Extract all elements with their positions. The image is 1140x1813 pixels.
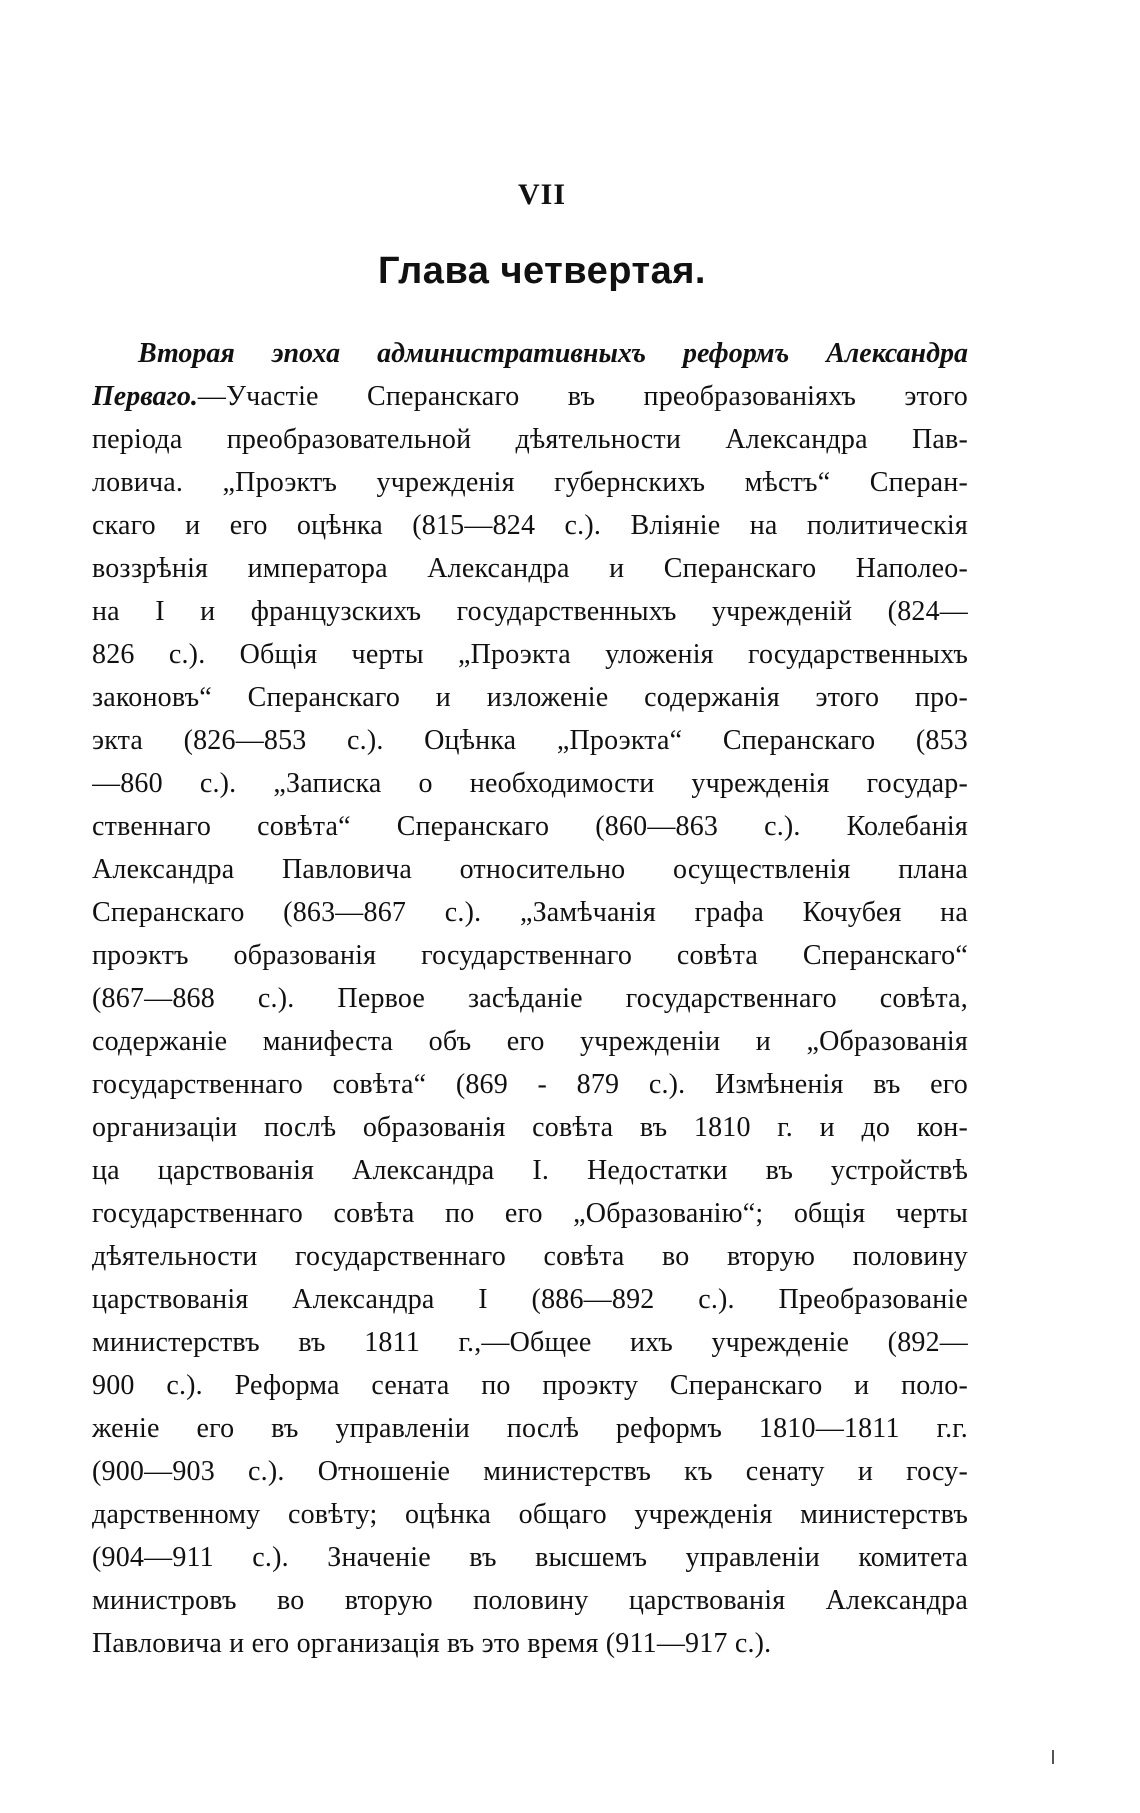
summary-line xyxy=(92,1020,968,1063)
summary-italic: Вторая эпоха административныхъ реформъ Александра xyxy=(138,338,968,369)
summary-line xyxy=(92,547,968,590)
chapter-title: Глава четвертая. xyxy=(378,250,706,292)
summary-line xyxy=(92,1278,968,1321)
summary-text: дѣятельности государственнаго совѣта во вторую половину xyxy=(92,1241,968,1272)
summary-text: ловича. „Проэктъ учрежденія губернскихъ мѣстъ“ Сперан- xyxy=(92,467,968,498)
summary-line xyxy=(92,1493,968,1536)
summary-line xyxy=(92,762,968,805)
summary-text: (867—868 с.). Первое засѣданіе государственнаго совѣта, xyxy=(92,983,968,1014)
summary-italic: Перваго. xyxy=(92,381,198,412)
summary-line xyxy=(92,1106,968,1149)
page-edge-mark xyxy=(1052,1750,1054,1764)
summary-line xyxy=(92,375,968,418)
summary-line xyxy=(92,332,968,375)
summary-line xyxy=(92,1192,968,1235)
summary-line xyxy=(92,805,968,848)
summary-text: министерствъ въ 1811 г.,—Общее ихъ учрежденіе (892— xyxy=(92,1327,968,1358)
summary-line xyxy=(92,1579,968,1622)
summary-text: экта (826—853 с.). Оцѣнка „Проэкта“ Сперанскаго (853 xyxy=(92,725,968,756)
summary-line xyxy=(92,719,968,762)
summary-text: государственнаго совѣта по его „Образованію“; общія черты xyxy=(92,1198,968,1229)
summary-text: министровъ во вторую половину царствованія Александра xyxy=(92,1585,968,1616)
summary-line xyxy=(92,1235,968,1278)
summary-text: Сперанскаго (863—867 с.). „Замѣчанія графа Кочубея на xyxy=(92,897,968,928)
summary-text: (900—903 с.). Отношеніе министерствъ къ сенату и госу- xyxy=(92,1456,968,1487)
summary-text: 900 с.). Реформа сената по проэкту Сперанскаго и поло- xyxy=(92,1370,968,1401)
summary-line xyxy=(92,418,968,461)
summary-text: періода преобразовательной дѣятельности Александра Пав- xyxy=(92,424,968,455)
summary-text: скаго и его оцѣнка (815—824 с.). Вліяніе на политическія xyxy=(92,510,968,541)
summary-line xyxy=(92,1407,968,1450)
summary-text: царствованія Александра I (886—892 с.). Преобразованіе xyxy=(92,1284,968,1315)
summary-line xyxy=(92,504,968,547)
summary-line xyxy=(92,590,968,633)
page-number: VII xyxy=(517,178,566,211)
summary-line xyxy=(92,848,968,891)
summary-line xyxy=(92,891,968,934)
summary-text: на I и французскихъ государственныхъ учрежденій (824— xyxy=(92,596,968,627)
summary-text: дарственному совѣту; оцѣнка общаго учрежденія министерствъ xyxy=(92,1499,968,1530)
summary-text: ца царствованія Александра I. Недостатки въ устройствѣ xyxy=(92,1155,968,1186)
summary-text: проэктъ образованія государственнаго совѣта Сперанскаго“ xyxy=(92,940,968,971)
summary-text: законовъ“ Сперанскаго и изложеніе содержанія этого про- xyxy=(92,682,968,713)
summary-text: содержаніе манифеста объ его учрежденіи и „Образованія xyxy=(92,1026,968,1057)
summary-text: Павловича и его организація въ это время (911—917 с.). xyxy=(92,1628,772,1659)
summary-line xyxy=(92,1450,968,1493)
summary-text: женіе его въ управленіи послѣ реформъ 1810—1811 г.г. xyxy=(92,1413,968,1444)
summary-text: 826 с.). Общія черты „Проэкта уложенія государственныхъ xyxy=(92,639,968,670)
summary-text: ственнаго совѣта“ Сперанскаго (860—863 с.). Колебанія xyxy=(92,811,968,842)
summary-line xyxy=(92,1536,968,1579)
summary-line xyxy=(92,461,968,504)
summary-line xyxy=(92,1321,968,1364)
summary-line xyxy=(92,977,968,1020)
summary-text: Александра Павловича относительно осуществленія плана xyxy=(92,854,968,885)
chapter-summary xyxy=(92,332,968,1665)
summary-text: —860 с.). „Записка о необходимости учрежденія государ- xyxy=(92,768,968,799)
summary-text: государственнаго совѣта“ (869 - 879 с.). Измѣненія въ его xyxy=(92,1069,968,1100)
summary-text: —Участіе Сперанскаго въ преобразованіяхъ этого xyxy=(197,381,968,412)
summary-line xyxy=(92,1063,968,1106)
summary-text: организаціи послѣ образованія совѣта въ 1810 г. и до кон- xyxy=(92,1112,968,1143)
summary-text: воззрѣнія императора Александра и Сперанскаго Наполео- xyxy=(92,553,968,584)
summary-text: (904—911 с.). Значеніе въ высшемъ управленіи комитета xyxy=(92,1542,968,1573)
summary-line xyxy=(92,1149,968,1192)
summary-line xyxy=(92,676,968,719)
summary-line xyxy=(92,934,968,977)
summary-line xyxy=(92,633,968,676)
summary-line xyxy=(92,1622,968,1665)
summary-line xyxy=(92,1364,968,1407)
